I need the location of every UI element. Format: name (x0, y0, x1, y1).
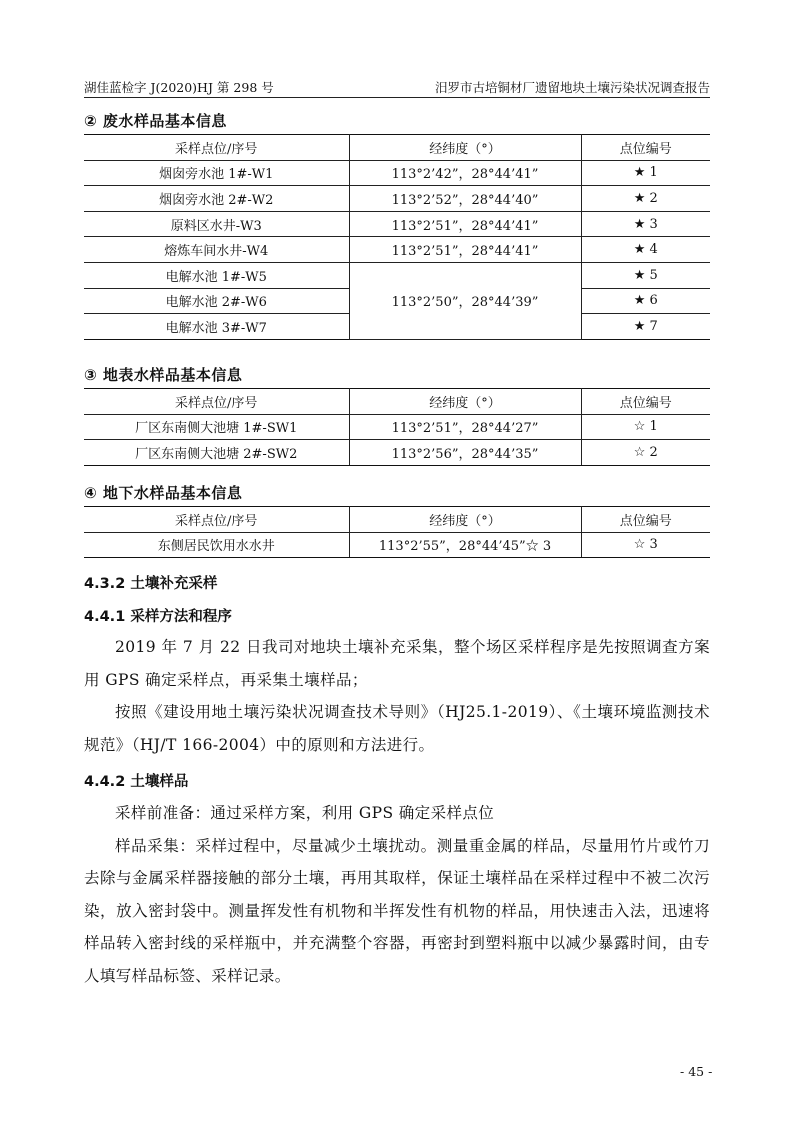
table-row (84, 440, 710, 466)
coordinates: 113°2’51”，28°44’41” (349, 211, 581, 237)
coordinates: 113°2’50”，28°44’39” (349, 262, 581, 339)
column-header: 点位编号 (581, 389, 710, 415)
groundwater-section-title: ④ 地下水样品基本信息 (84, 484, 243, 502)
column-header: 经纬度（°） (349, 389, 581, 415)
table-header-row (84, 507, 710, 533)
column-header: 采样点位/序号 (84, 507, 349, 533)
coordinates: 113°2’51”，28°44’27” (349, 414, 581, 440)
paragraph-sampling-procedure (84, 631, 710, 761)
sample-point: 厂区东南侧大池塘 1#-SW1 (84, 414, 349, 440)
column-header: 经纬度（°） (349, 507, 581, 533)
point-code: ☆ 3 (581, 532, 710, 558)
table-row (84, 532, 710, 558)
coordinates: 113°2’52”，28°44’40” (349, 186, 581, 212)
sample-point: 电解水池 3#-W7 (84, 314, 349, 340)
paragraph: 样品采集：采样过程中，尽量减少土壤扰动。测量重金属的样品，尽量用竹片或竹刀去除与金属采样器接触的部分土壤，再用其取样，保证土壤样品在采样过程中不被二次污染，放入密封袋中。测量挥发性有机物和半挥发性有机物的样品，用快速击入法，迅速将样品转入密封线的采样瓶中，并充满整个容器，再密封到塑料瓶中以减少暴露时间，由专人填写样品标签、采样记录。 (84, 836, 710, 985)
heading-4-4-2: 4.4.2 土壤样品 (84, 774, 189, 790)
point-code: ☆ 2 (581, 440, 710, 466)
point-code: ★ 4 (581, 237, 710, 263)
page-number: - 45 - (680, 1064, 713, 1079)
coordinates: 113°2’55”，28°44’45”☆ 3 (349, 532, 581, 558)
point-code: ★ 7 (581, 314, 710, 340)
report-number: 湖佳蓝检字 J(2020)HJ 第 298 号 (84, 80, 274, 95)
table-row (84, 186, 710, 212)
report-title: 汨罗市古培铜材厂遗留地块土壤污染状况调查报告 (434, 80, 710, 95)
column-header: 点位编号 (581, 135, 710, 161)
paragraph: 按照《建设用地土壤污染状况调查技术导则》（HJ25.1-2019）、《土壤环境监测技术规范》（HJ/T 166-2004）中的原则和方法进行。 (84, 703, 710, 754)
column-header: 采样点位/序号 (84, 389, 349, 415)
heading-4-4-1: 4.4.1 采样方法和程序 (84, 609, 232, 625)
table-row (84, 262, 710, 288)
wastewater-section-title: ② 废水样品基本信息 (84, 112, 227, 130)
table-row (84, 160, 710, 186)
sample-point: 原料区水井-W3 (84, 211, 349, 237)
column-header: 采样点位/序号 (84, 135, 349, 161)
point-code: ★ 3 (581, 211, 710, 237)
point-code: ★ 5 (581, 262, 710, 288)
page-header (84, 77, 710, 98)
column-header: 点位编号 (581, 507, 710, 533)
heading-4-3-2: 4.3.2 土壤补充采样 (84, 576, 218, 592)
sample-point: 熔炼车间水井-W4 (84, 237, 349, 263)
surface-water-table (84, 388, 710, 466)
table-row (84, 414, 710, 440)
column-header: 经纬度（°） (349, 135, 581, 161)
table-header-row (84, 389, 710, 415)
paragraph: 2019 年 7 月 22 日我司对地块土壤补充采集，整个场区采样程序是先按照调查方案用 GPS 确定采样点，再采集土壤样品； (84, 638, 710, 689)
coordinates: 113°2’51”，28°44’41” (349, 237, 581, 263)
point-code: ★ 1 (581, 160, 710, 186)
paragraph: 采样前准备：通过采样方案，利用 GPS 确定采样点位 (115, 804, 495, 822)
groundwater-table (84, 506, 710, 558)
table-header-row (84, 135, 710, 161)
table-row (84, 211, 710, 237)
point-code: ★ 2 (581, 186, 710, 212)
table-row (84, 237, 710, 263)
point-code: ☆ 1 (581, 414, 710, 440)
sample-point: 电解水池 2#-W6 (84, 288, 349, 314)
sample-point: 电解水池 1#-W5 (84, 262, 349, 288)
surface-water-section-title: ③ 地表水样品基本信息 (84, 366, 243, 384)
sample-point: 烟囱旁水池 1#-W1 (84, 160, 349, 186)
paragraph-soil-samples (84, 797, 710, 992)
sample-point: 厂区东南侧大池塘 2#-SW2 (84, 440, 349, 466)
wastewater-table (84, 134, 710, 340)
point-code: ★ 6 (581, 288, 710, 314)
coordinates: 113°2’42”，28°44’41” (349, 160, 581, 186)
sample-point: 烟囱旁水池 2#-W2 (84, 186, 349, 212)
coordinates: 113°2’56”，28°44’35” (349, 440, 581, 466)
sample-point: 东侧居民饮用水水井 (84, 532, 349, 558)
